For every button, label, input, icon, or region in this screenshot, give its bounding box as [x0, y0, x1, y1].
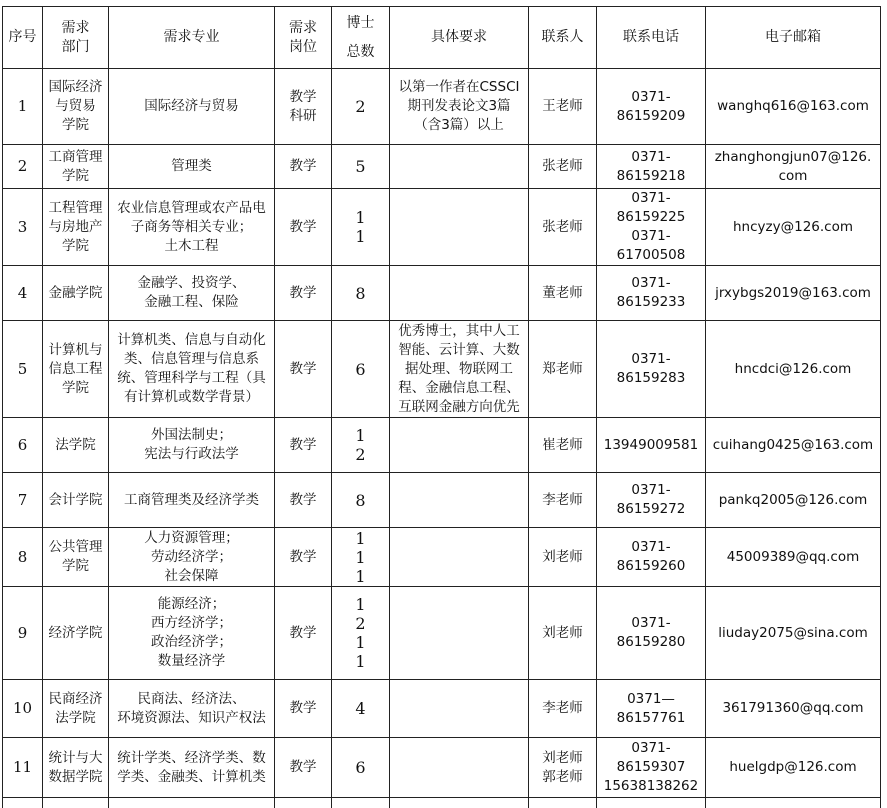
email-cell [706, 321, 881, 418]
col-header-phone: 联系电话 [597, 7, 706, 69]
dept-cell-line: 工商管理 [45, 148, 106, 167]
dept-cell [43, 473, 109, 528]
major-cell-line: 计算机类、信息与自动化 [111, 331, 272, 350]
phd-count-cell [332, 473, 390, 528]
email-cell-line[interactable]: jrxybgs2019@163.com [708, 284, 878, 303]
table-row [3, 738, 881, 798]
dept-cell-line: 民商经济 [45, 690, 106, 709]
phone-cell [597, 528, 706, 587]
table-row [3, 528, 881, 587]
major-cell-line: 外国法制史； [111, 426, 272, 445]
row-number: 3 [3, 189, 43, 266]
major-cell-line: 学类、金融类、计算机类 [111, 768, 272, 787]
row-number: 7 [3, 473, 43, 528]
phone-cell [597, 738, 706, 798]
phone-cell [597, 418, 706, 473]
phd-count-cell [332, 266, 390, 321]
major-cell-line: 金融工程、保险 [111, 293, 272, 312]
major-cell [109, 145, 275, 189]
dept-cell [43, 189, 109, 266]
phd-count-cell-line: 4 [334, 699, 387, 718]
contact-cell [529, 189, 597, 266]
col-header-email: 电子邮箱 [706, 7, 881, 69]
phd-count-cell-line: 1 [334, 426, 387, 445]
contact-cell [529, 738, 597, 798]
email-cell [706, 680, 881, 738]
email-cell-line[interactable]: huelgdp@126.com [708, 758, 878, 777]
post-cell-line: 教学 [277, 88, 329, 107]
phd-count-cell-line: 2 [334, 445, 387, 464]
major-cell [109, 266, 275, 321]
major-cell [109, 528, 275, 587]
phd-count-cell-line: 5 [334, 157, 387, 176]
major-cell-line: 数量经济学 [111, 652, 272, 671]
contact-cell-line: 李老师 [531, 491, 594, 510]
requirements-cell-line: 以第一作者在CSSCI [392, 78, 526, 97]
email-cell-line[interactable]: cuihang0425@163.com [708, 436, 878, 455]
post-cell-line: 科研 [277, 107, 329, 126]
table-row [3, 418, 881, 473]
contact-cell-line: 张老师 [531, 157, 594, 176]
contact-cell [529, 473, 597, 528]
post-cell [275, 473, 332, 528]
header-row [3, 7, 881, 69]
contact-cell-line: 刘老师 [531, 749, 594, 768]
contact-cell-line: 张老师 [531, 218, 594, 237]
dept-cell-line: 国际经济 [45, 78, 106, 97]
post-cell [275, 189, 332, 266]
email-cell [706, 587, 881, 680]
table-row [3, 266, 881, 321]
email-cell [706, 473, 881, 528]
phone-cell-line[interactable]: 0371-86159225 [599, 189, 703, 227]
major-cell-line: 政治经济学； [111, 633, 272, 652]
row-number: 1 [3, 69, 43, 145]
dept-cell-line: 经济学院 [45, 624, 106, 643]
requirements-cell [390, 473, 529, 528]
email-cell [706, 738, 881, 798]
phd-count-cell-line: 1 [334, 652, 387, 671]
dept-cell-line: 学院 [45, 116, 106, 135]
major-cell-line: 民商法、经济法、 [111, 690, 272, 709]
phd-count-cell-line: 1 [334, 567, 387, 586]
requirements-cell-line: 优秀博士，其中人工 [392, 322, 526, 341]
row-number: 4 [3, 266, 43, 321]
post-cell [275, 69, 332, 145]
phd-count-cell [332, 418, 390, 473]
contact-cell-line: 李老师 [531, 699, 594, 718]
phone-cell-line[interactable]: 13949009581 [599, 436, 703, 455]
dept-cell [43, 528, 109, 587]
email-cell-line[interactable]: 45009389@qq.com [708, 548, 878, 567]
col-header-dept: 需求 部门 [43, 7, 109, 69]
email-cell [706, 145, 881, 189]
post-cell-line: 教学 [277, 758, 329, 777]
phd-count-cell [332, 321, 390, 418]
phd-count-cell [332, 587, 390, 680]
dept-cell-line: 公共管理 [45, 538, 106, 557]
major-cell-line: 人力资源管理； [111, 529, 272, 548]
table-row [3, 189, 881, 266]
row-number: 9 [3, 587, 43, 680]
phone-cell [597, 587, 706, 680]
requirements-cell [390, 738, 529, 798]
table-row [3, 321, 881, 418]
phd-count-cell-line: 2 [334, 614, 387, 633]
post-cell [275, 145, 332, 189]
major-cell-line: 工商管理类及经济学类 [111, 491, 272, 510]
major-cell-line: 西方经济学； [111, 614, 272, 633]
major-cell-line: 统、管理科学与工程（具 [111, 369, 272, 388]
email-cell [706, 189, 881, 266]
post-cell-line: 教学 [277, 157, 329, 176]
dept-cell-line: 数据学院 [45, 768, 106, 787]
major-cell [109, 738, 275, 798]
major-cell-line: 子商务等相关专业； [111, 218, 272, 237]
dept-cell-line: 学院 [45, 379, 106, 398]
requirements-cell-line: 据处理、物联网工 [392, 360, 526, 379]
major-cell-line: 劳动经济学； [111, 548, 272, 567]
row-number: 6 [3, 418, 43, 473]
post-cell-line: 教学 [277, 436, 329, 455]
phd-count-cell-line: 1 [334, 633, 387, 652]
dept-cell-line: 工程管理 [45, 199, 106, 218]
phone-cell [597, 321, 706, 418]
phd-count-cell [332, 189, 390, 266]
col-header-no: 序号 [3, 7, 43, 69]
row-number: 10 [3, 680, 43, 738]
email-cell-line[interactable]: 361791360@qq.com [708, 699, 878, 718]
post-cell [275, 418, 332, 473]
requirements-cell [390, 321, 529, 418]
email-cell-line[interactable]: hncyzy@126.com [708, 218, 878, 237]
phd-count-cell [332, 528, 390, 587]
email-cell [706, 418, 881, 473]
major-cell [109, 418, 275, 473]
contact-cell [529, 528, 597, 587]
requirements-cell-line: （含3篇）以上 [392, 116, 526, 135]
phd-count-cell-line: 8 [334, 284, 387, 303]
post-cell-line: 教学 [277, 699, 329, 718]
contact-cell [529, 266, 597, 321]
major-cell [109, 189, 275, 266]
post-cell-line: 教学 [277, 491, 329, 510]
phd-count-cell [332, 738, 390, 798]
contact-cell-line: 刘老师 [531, 624, 594, 643]
contact-cell-line: 郑老师 [531, 360, 594, 379]
phone-cell-line[interactable]: 0371-86159260 [599, 538, 703, 576]
major-cell-line: 农业信息管理或农产品电 [111, 199, 272, 218]
phone-cell-line[interactable]: 0371-86159280 [599, 614, 703, 652]
major-cell-line: 环境资源法、知识产权法 [111, 709, 272, 728]
requirements-cell [390, 680, 529, 738]
phd-count-cell-line: 1 [334, 227, 387, 246]
row-number: 2 [3, 145, 43, 189]
post-cell [275, 680, 332, 738]
dept-cell [43, 69, 109, 145]
phone-cell-line[interactable]: 0371-86159283 [599, 350, 703, 388]
major-cell-line: 国际经济与贸易 [111, 97, 272, 116]
dept-cell-line: 法学院 [45, 709, 106, 728]
dept-cell [43, 587, 109, 680]
phd-count-cell-line: 1 [334, 595, 387, 614]
contact-cell [529, 145, 597, 189]
contact-cell [529, 680, 597, 738]
major-cell-line: 统计学类、经济学类、数 [111, 749, 272, 768]
phone-cell [597, 69, 706, 145]
contact-cell-line: 郭老师 [531, 768, 594, 787]
major-cell [109, 473, 275, 528]
contact-cell-line: 崔老师 [531, 436, 594, 455]
table-row [3, 69, 881, 145]
requirements-cell [390, 145, 529, 189]
email-cell-line[interactable]: hncdci@126.com [708, 360, 878, 379]
post-cell [275, 266, 332, 321]
dept-cell-line: 与房地产 [45, 218, 106, 237]
phd-count-cell-line: 1 [334, 548, 387, 567]
dept-cell [43, 145, 109, 189]
email-cell-line[interactable]: wanghq616@163.com [708, 97, 878, 116]
contact-cell-line: 董老师 [531, 284, 594, 303]
major-cell-line: 金融学、投资学、 [111, 274, 272, 293]
contact-cell [529, 587, 597, 680]
phone-cell-line[interactable]: 15638138262 [599, 777, 703, 796]
phone-cell-line[interactable]: 0371—86157761 [599, 690, 703, 728]
phone-cell-line[interactable]: 0371-61700508 [599, 227, 703, 265]
email-cell-line[interactable]: zhanghongjun07@126. [708, 148, 878, 167]
phd-count-cell-line: 2 [334, 97, 387, 116]
contact-cell [529, 418, 597, 473]
phone-cell-line[interactable]: 0371-86159218 [599, 148, 703, 186]
phd-count-cell [332, 680, 390, 738]
email-cell [706, 69, 881, 145]
requirements-cell [390, 266, 529, 321]
major-cell-line: 类、信息管理与信息系 [111, 350, 272, 369]
col-header-post: 需求 岗位 [275, 7, 332, 69]
phd-count-cell-line: 1 [334, 529, 387, 548]
phone-cell [597, 680, 706, 738]
row-number: 11 [3, 738, 43, 798]
requirements-cell [390, 528, 529, 587]
dept-cell-line: 信息工程 [45, 360, 106, 379]
phd-count-cell-line: 6 [334, 758, 387, 777]
row-number: 8 [3, 528, 43, 587]
requirements-cell-line: 期刊发表论文3篇 [392, 97, 526, 116]
requirements-cell [390, 587, 529, 680]
major-cell-line: 土木工程 [111, 237, 272, 256]
major-cell-line: 能源经济； [111, 595, 272, 614]
major-cell [109, 321, 275, 418]
recruitment-table [2, 6, 881, 808]
dept-cell-line: 会计学院 [45, 491, 106, 510]
dept-cell [43, 321, 109, 418]
post-cell-line: 教学 [277, 360, 329, 379]
dept-cell [43, 680, 109, 738]
phd-count-cell [332, 145, 390, 189]
col-header-major: 需求专业 [109, 7, 275, 69]
dept-cell-line: 学院 [45, 167, 106, 186]
col-header-contact: 联系人 [529, 7, 597, 69]
email-cell-line[interactable]: liuday2075@sina.com [708, 624, 878, 643]
table-row [3, 587, 881, 680]
phone-cell [597, 266, 706, 321]
major-cell-line: 宪法与行政法学 [111, 445, 272, 464]
requirements-cell [390, 189, 529, 266]
phone-cell [597, 473, 706, 528]
phd-count-cell [332, 69, 390, 145]
major-cell-line: 有计算机或数学背景） [111, 388, 272, 407]
post-cell [275, 738, 332, 798]
major-cell-line: 管理类 [111, 157, 272, 176]
requirements-cell-line: 互联网金融方向优先 [392, 398, 526, 417]
post-cell-line: 教学 [277, 218, 329, 237]
post-cell-line: 教学 [277, 284, 329, 303]
major-cell [109, 69, 275, 145]
dept-cell [43, 266, 109, 321]
dept-cell [43, 418, 109, 473]
phone-cell-line[interactable]: 0371-86159233 [599, 274, 703, 312]
col-header-requirements: 具体要求 [390, 7, 529, 69]
phone-cell [597, 189, 706, 266]
post-cell [275, 321, 332, 418]
table-row [3, 680, 881, 738]
email-cell-line[interactable]: com [708, 167, 878, 186]
requirements-cell [390, 418, 529, 473]
phone-cell-line[interactable]: 0371-86159209 [599, 88, 703, 126]
post-cell-line: 教学 [277, 624, 329, 643]
major-cell [109, 680, 275, 738]
dept-cell-line: 计算机与 [45, 341, 106, 360]
post-cell [275, 528, 332, 587]
phone-cell-line[interactable]: 0371-86159272 [599, 481, 703, 519]
requirements-cell-line: 程、金融信息工程、 [392, 379, 526, 398]
phd-count-cell-line: 1 [334, 208, 387, 227]
dept-cell-line: 学院 [45, 557, 106, 576]
dept-cell-line: 法学院 [45, 436, 106, 455]
requirements-cell [390, 69, 529, 145]
contact-cell-line: 刘老师 [531, 548, 594, 567]
table-body [3, 69, 881, 808]
table-row [3, 145, 881, 189]
col-header-phd-count: 博士 总数 [332, 7, 390, 69]
phd-count-cell-line: 6 [334, 360, 387, 379]
email-cell [706, 528, 881, 587]
phd-count-cell-line: 8 [334, 491, 387, 510]
dept-cell-line: 与贸易 [45, 97, 106, 116]
dept-cell [43, 738, 109, 798]
dept-cell-line: 统计与大 [45, 749, 106, 768]
phone-cell [597, 145, 706, 189]
major-cell [109, 587, 275, 680]
major-cell-line: 社会保障 [111, 567, 272, 586]
post-cell-line: 教学 [277, 548, 329, 567]
row-number: 5 [3, 321, 43, 418]
email-cell-line[interactable]: pankq2005@126.com [708, 491, 878, 510]
table-row [3, 473, 881, 528]
contact-cell [529, 321, 597, 418]
contact-cell [529, 69, 597, 145]
dept-cell-line: 金融学院 [45, 284, 106, 303]
requirements-cell-line: 智能、云计算、大数 [392, 341, 526, 360]
email-cell [706, 266, 881, 321]
dept-cell-line: 学院 [45, 237, 106, 256]
contact-cell-line: 王老师 [531, 97, 594, 116]
post-cell [275, 587, 332, 680]
phone-cell-line[interactable]: 0371-86159307 [599, 739, 703, 777]
